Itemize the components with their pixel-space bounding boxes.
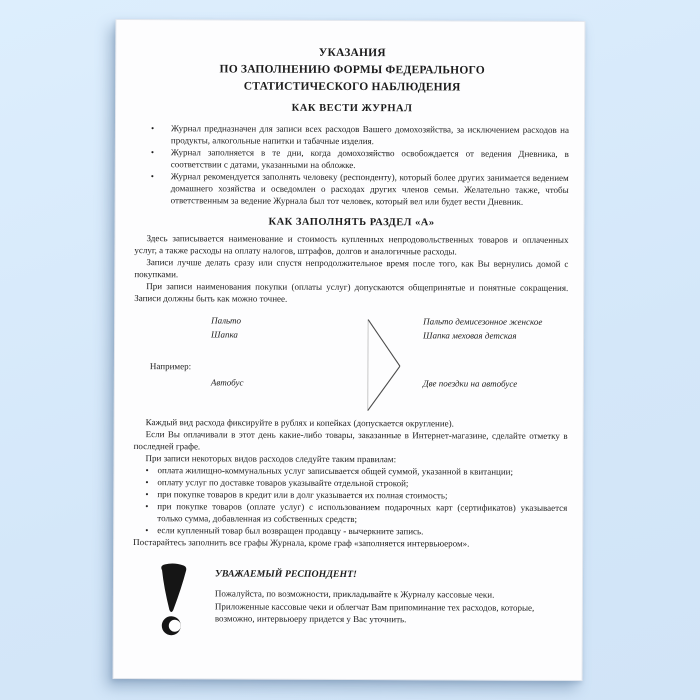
note-body — [215, 587, 560, 626]
example-short-entry: Автобус — [210, 377, 244, 388]
title-line: УКАЗАНИЯ — [318, 46, 386, 60]
example-label: Например: — [149, 361, 192, 372]
note-text — [215, 563, 560, 639]
list-item: • оплата жилищно-коммунальных услуг записывается общей суммой, указанной в квитанции; — [157, 464, 567, 478]
note-heading: УВАЖАЕМЫЙ РЕСПОНДЕНТ! — [214, 568, 357, 581]
example-short-entry: Пальто — [211, 315, 242, 326]
exclamation-icon — [155, 563, 192, 637]
example-detailed-entry: Две поездки на автобусе — [422, 378, 518, 389]
paragraph: При записи некоторых видов расходов следуйте таким правилам: — [145, 453, 397, 465]
example-figure — [134, 314, 568, 414]
section-a-followup-paragraphs — [134, 416, 568, 466]
document-page — [113, 19, 586, 681]
title-line: СТАТИСТИЧЕСКОГО НАБЛЮДЕНИЯ — [243, 80, 461, 94]
list-item: • оплату услуг по доставке товаров указывайте отдельной строкой; — [157, 476, 567, 490]
list-item: • при покупке товаров в кредит или в долг указывается их полная стоимость; — [157, 488, 567, 502]
paragraph: Записи лучше делать сразу или спустя непродолжительное время после того, как Вы вернулись домой с покупками. — [134, 257, 569, 280]
document-title — [135, 44, 569, 97]
example-detailed-entry: Пальто демисезонное женское — [423, 316, 543, 327]
page-content — [133, 44, 570, 639]
paragraph: Здесь записывается наименование и стоимость купленных непродовольственных товаров и оплаченных услуг, а также расходы на оплату налогов, штрафов, долгов и аналогичные расходы. — [134, 233, 569, 257]
section-a-intro-paragraphs — [134, 232, 568, 306]
respondent-note — [133, 563, 567, 639]
paragraph: При записи наименования покупки (оплаты услуг) допускаются общепринятые и понятные сокращения. Записи должны быть как можно точнее. — [134, 281, 569, 304]
list-item: • Журнал заполняется в те дни, когда домохозяйство освобождается от ведения Дневника, в соответствии с датами, указанными на обложке. — [171, 146, 569, 172]
example-mapping-bracket-icon — [367, 318, 401, 412]
title-line: ПО ЗАПОЛНЕНИЮ ФОРМЫ ФЕДЕРАЛЬНОГО — [219, 63, 485, 77]
recording-rules-list — [157, 464, 567, 538]
note-paragraph: Приложенные кассовые чеки и облегчат Вам припоминание тех расходов, которые, возможно, интервьюеру придется у Вас уточнить. — [214, 601, 535, 625]
list-item: • при покупке товаров (оплате услуг) с использованием подарочных карт (сертификатов) указывается только сумма, добавленная из собственных средств; — [157, 500, 567, 526]
paragraph: Каждый вид расхода фиксируйте в рублях и копейках (допускается округление). — [145, 417, 454, 429]
paragraph: Если Вы оплачивали в этот день какие-либо товары, заказанные в Интернет-магазине, сделайте отметку в последней графе. — [133, 429, 568, 452]
section-heading-how-to-keep-journal: КАК ВЕСТИ ЖУРНАЛ — [291, 102, 413, 115]
section-heading-how-to-fill-section-a: КАК ЗАПОЛНЯТЬ РАЗДЕЛ «А» — [268, 216, 435, 229]
example-detailed-entry: Шапка меховая детская — [423, 330, 517, 341]
list-item: • если купленный товар был возвращен продавцу - вычеркните запись. — [157, 524, 567, 538]
example-short-entry: Шапка — [211, 329, 238, 340]
closing-instruction: Постарайтесь заполнить все графы Журнала, кроме граф «заполняется интервьюером». — [133, 537, 470, 549]
journal-rules-list — [171, 122, 569, 208]
list-item: • Журнал предназначен для записи всех расходов Вашего домохозяйства, за исключением расходов на продукты, алкогольные напитки и табачные изделия. — [171, 122, 569, 148]
note-paragraph: Пожалуйста, по возможности, прикладывайте к Журналу кассовые чеки. — [214, 588, 495, 600]
list-item: • Журнал рекомендуется заполнять человеку (респонденту), который более других занимается ведением домашнего хозяйства и осведомлен о расходах других членов семьи. Желательно также, чтобы ответственным за ведение Журнала был тот человек, который вел или будет вести Дневник. — [171, 170, 569, 208]
